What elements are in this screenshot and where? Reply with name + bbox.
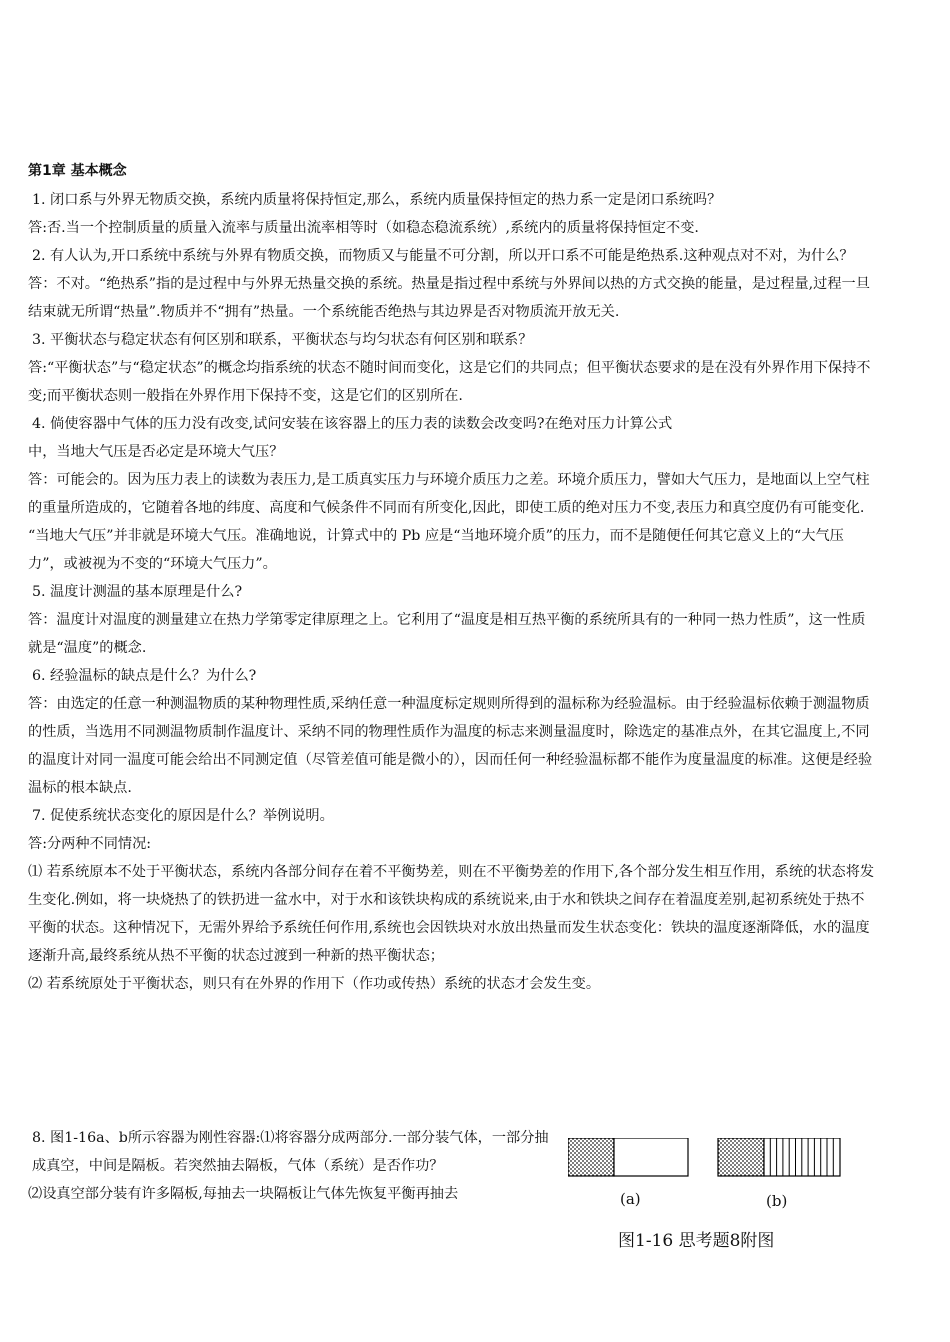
answer-3: 答:“平衡状态”与“稳定状态”的概念均指系统的状态不随时间而变化，这是它们的共同点；但平衡状态要求的是在没有外界作用下保持不变;而平衡状态则一般指在外界作用下保持不变，这是它们的区别所在.: [28, 360, 871, 404]
figure-1-16-diagram: [568, 1138, 868, 1218]
answer-7-case-1: ⑴ 若系统原本不处于平衡状态，系统内各部分间存在着不平衡势差，则在不平衡势差的作用下,各个部分发生相互作用，系统的状态将发生变化.例如，将一块烧热了的铁扔进一盆水中，对于水和该铁块构成的系统说来,由于水和铁块之间存在着温度差别,起初系统处于热不平衡的状态。这种情况下，无需外界给予系统任何作用,系统也会因铁块对水放出热量而发生状态变化：铁块的温度逐渐降低，水的温度逐渐升高,最终系统从热不平衡的状态过渡到一种新的热平衡状态；: [28, 864, 875, 964]
question-4: 4. 倘使容器中气体的压力没有改变,试问安装在该容器上的压力表的读数会改变吗?在绝对压力计算公式: [32, 416, 673, 432]
document-page: [28, 160, 878, 1251]
chapter-title: 第1章 基本概念: [28, 163, 127, 179]
answer-4: 答：可能会的。因为压力表上的读数为表压力,是工质真实压力与环境介质压力之差。环境介质压力，譬如大气压力，是地面以上空气柱的重量所造成的，它随着各地的纬度、高度和气候条件不同而有所变化,因此，即使工质的绝对压力不变,表压力和真空度仍有可能变化.: [28, 472, 870, 516]
figure-caption: 图1-16 思考题8附图: [618, 1231, 775, 1251]
figure-label-a: (a): [620, 1190, 641, 1208]
question-2: 2. 有人认为,开口系统中系统与外界有物质交换，而物质又与能量不可分割，所以开口系不可能是绝热系.这种观点对不对，为什么？: [32, 248, 854, 264]
answer-2: 答：不对。“绝热系”指的是过程中与外界无热量交换的系统。热量是指过程中系统与外界间以热的方式交换的能量，是过程量,过程一旦结束就无所谓“热量”.物质并不“拥有”热量。一个系统能否绝热与其边界是否对物质流开放无关.: [28, 276, 870, 320]
question-5: 5. 温度计测温的基本原理是什么?: [32, 584, 243, 600]
container-b: [718, 1138, 840, 1176]
question-4-cont: 中，当地大气压是否必定是环境大气压？: [28, 444, 284, 460]
figure-label-b: (b): [766, 1192, 788, 1210]
question-8: 8. 图1-16a、b所示容器为刚性容器:⑴将容器分成两部分.一部分装气体，一部分抽成真空，中间是隔板。若突然抽去隔板，气体（系统）是否作功？: [32, 1130, 549, 1174]
question-3: 3. 平衡状态与稳定状态有何区别和联系，平衡状态与均匀状态有何区别和联系？: [32, 332, 533, 348]
answer-4-note: “当地大气压”并非就是环境大气压。准确地说，计算式中的 Pb 应是“当地环境介质”的压力，而不是随便任何其它意义上的“大气压力”，或被视为不变的“环境大气压力”。: [28, 528, 844, 572]
question-8-text: [28, 1124, 553, 1208]
answer-5: 答：温度计对温度的测量建立在热力学第零定律原理之上。它利用了“温度是相互热平衡的系统所具有的一种同一热力性质”，这一性质就是“温度”的概念.: [28, 612, 866, 656]
answer-6: 答：由选定的任意一种测温物质的某种物理性质,采纳任意一种温度标定规则所得到的温标称为经验温标。由于经验温标依赖于测温物质的性质，当选用不同测温物质制作温度计、采纳不同的物理性质作为温度的标志来测量温度时，除选定的基准点外，在其它温度上,不同的温度计对同一温度可能会给出不同测定值（尽管差值可能是微小的），因而任何一种经验温标都不能作为度量温度的标准。这便是经验温标的根本缺点.: [28, 696, 873, 796]
question-8-block: [28, 1124, 878, 1264]
question-7: 7. 促使系统状态变化的原因是什么？举例说明。: [32, 808, 334, 824]
figure-1-16: [568, 1138, 868, 1258]
answer-7: 答:分两种不同情况:: [28, 836, 152, 852]
question-1: 1. 闭口系与外界无物质交换，系统内质量将保持恒定,那么，系统内质量保持恒定的热力系一定是闭口系统吗？: [32, 192, 722, 208]
answer-7-case-2: ⑵ 若系统原处于平衡状态，则只有在外界的作用下（作功或传热）系统的状态才会发生变。: [28, 976, 601, 992]
container-a: [568, 1138, 688, 1176]
answer-1: 答:否.当一个控制质量的质量入流率与质量出流率相等时（如稳态稳流系统）,系统内的质量将保持恒定不变.: [28, 220, 699, 236]
question-8-part-2: ⑵设真空部分装有许多隔板,每抽去一块隔板让气体先恢复平衡再抽去: [28, 1186, 459, 1202]
question-6: 6. 经验温标的缺点是什么？为什么?: [32, 668, 257, 684]
